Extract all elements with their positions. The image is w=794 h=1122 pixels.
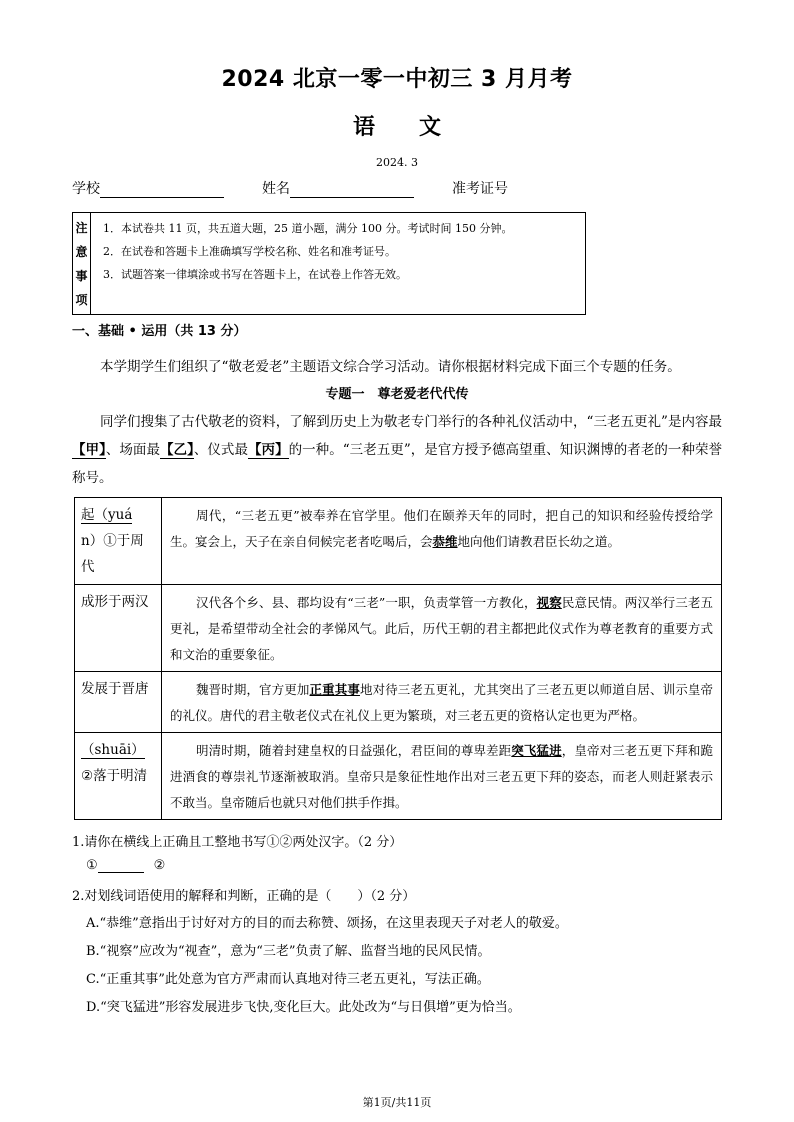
description-cell <box>162 585 722 672</box>
notice-item: 1．本试卷共 11 页，共五道大题，25 道小题，满分 100 分。考试时间 150 分钟。 <box>103 222 513 235</box>
exam-title: 2024 北京一零一中初三 3 月月考 <box>221 67 573 92</box>
topic-paragraph <box>72 408 722 492</box>
page-number: 第1页/共11页 <box>362 1096 432 1109</box>
section-intro: 本学期学生们组织了“敬老爱老”主题语文综合学习活动。请你根据材料完成下面三个专题的任务。 <box>100 359 681 375</box>
description-text: 民意民情。两汉举行三老五更礼，是希望带动全社会的孝悌风气。此后，历代王朝的君主都把此仪式作为尊老教育的重要方式和文治的重要象征。 <box>170 595 713 662</box>
stage-text: 发展于晋唐 <box>81 681 149 697</box>
notice-char: 项 <box>75 293 88 308</box>
exam-date: 2024. 3 <box>376 156 418 169</box>
subject-title: 语 文 <box>352 115 441 140</box>
table-row <box>75 672 722 733</box>
description-cell <box>162 498 722 585</box>
answer-label: ② <box>153 858 166 873</box>
topic-title: 专题一 尊老爱老代代传 <box>325 387 469 402</box>
notice-item: 3．试题答案一律填涂或书写在答题卡上，在试卷上作答无效。 <box>103 268 407 281</box>
description-text: 地对待三老五更礼，尤其突出了三老五更以师道自居、训示皇帝的礼仪。唐代的君主敬老仪式在礼仪上更为繁琐，对三老五更的资格认定也更为严格。 <box>170 682 713 723</box>
description-cell <box>162 672 722 733</box>
description-text: 汉代各个乡、县、郡均设有“三老”一职，负责掌管一方教化， <box>196 595 537 610</box>
stage-cell <box>75 733 162 820</box>
stage-text: 起（yuá <box>81 507 133 523</box>
table-row <box>75 733 722 820</box>
exam-no-label: 准考证号 <box>452 181 508 197</box>
blank-bing: 【丙】 <box>248 442 289 458</box>
notice-char: 意 <box>75 244 88 259</box>
description-text: 周代，“三老五更”被奉养在官学里。他们在颐养天年的同时，把自己的知识和经验传授给学生。宴会上，天子在亲自伺候完老者吃喝后，会 <box>170 508 713 549</box>
exam-no-field <box>452 178 508 198</box>
notice-box <box>72 212 586 315</box>
question-2: 2.对划线词语使用的解释和判断，正确的是（ ）（2 分） <box>72 889 416 904</box>
section-heading: 一、基础 • 运用（共 13 分） <box>72 324 247 339</box>
school-label: 学校 <box>72 181 100 197</box>
question-1-answers <box>86 858 165 873</box>
table-row <box>75 585 722 672</box>
description-text: 魏晋时期，官方更加 <box>196 682 310 697</box>
history-table <box>74 497 722 820</box>
name-blank[interactable] <box>290 183 414 198</box>
notice-char: 注 <box>75 220 88 235</box>
description-text: 地向他们请教君臣长幼之道。 <box>457 534 621 549</box>
blank-jia: 【甲】 <box>72 442 106 458</box>
option-c: C.“正重其事”此处意为官方严肃而认真地对待三老五更礼，写法正确。 <box>86 972 490 987</box>
description-text: 明清时期，随着封建皇权的日益强化，君臣间的尊卑差距 <box>196 743 512 758</box>
stage-cell <box>75 585 162 672</box>
description-text: ，皇帝对三老五更下拜和跪进酒食的尊崇礼节逐渐被取消。皇帝只是象征性地作出对三老五更下拜的姿态，而老人则赶紧表示不敢当。皇帝随后也就只对他们拱手作揖。 <box>170 743 713 810</box>
table-row <box>75 498 722 585</box>
option-d: D.“突飞猛进”形容发展进步飞快,变化巨大。此处改为“与日俱增”更为恰当。 <box>86 1000 521 1015</box>
underlined-word: 视察 <box>536 595 562 610</box>
underlined-word: 突飞猛进 <box>511 743 562 758</box>
blank-yi: 【乙】 <box>160 442 194 458</box>
description-cell <box>162 733 722 820</box>
notice-item: 2．在试卷和答题卡上准确填写学校名称、姓名和准考证号。 <box>103 245 396 258</box>
notice-items <box>91 213 585 314</box>
name-label: 姓名 <box>262 181 290 197</box>
question-1: 1.请你在横线上正确且工整地书写①②两处汉字。（2 分） <box>72 835 403 850</box>
school-blank[interactable] <box>100 183 224 198</box>
paragraph-text: 的一种。“三老五更”，是官方授予德高望重、知识渊博的者老的一种荣誉称号。 <box>72 442 723 486</box>
notice-label <box>73 213 91 314</box>
name-field <box>262 178 414 198</box>
stage-text: （shuāi） <box>81 742 145 758</box>
school-field <box>72 178 224 198</box>
stage-cell <box>75 672 162 733</box>
stage-text: n）①于周代 <box>81 533 144 575</box>
notice-char: 事 <box>75 269 88 284</box>
stage-text: ②落于明清 <box>81 768 148 784</box>
paragraph-text: 同学们搜集了古代敬老的资料，了解到历史上为敬老专门举行的各种礼仪活动中，“三老五更礼”是内容最 <box>100 414 722 430</box>
answer-blank-1[interactable] <box>98 858 144 873</box>
option-a: A.“恭维”意指出于讨好对方的目的而去称赞、颂扬，在这里表现天子对老人的敬爱。 <box>86 916 568 931</box>
underlined-word: 恭维 <box>432 534 458 549</box>
stage-cell <box>75 498 162 585</box>
paragraph-text: 、场面最 <box>105 442 160 458</box>
option-b: B.“视察”应改为“视查”，意为“三老”负责了解、监督当地的民风民情。 <box>86 944 491 959</box>
underlined-word: 正重其事 <box>309 682 360 697</box>
paragraph-text: 、仪式最 <box>193 442 248 458</box>
answer-label: ① <box>86 858 98 873</box>
stage-text: 成形于两汉 <box>81 594 149 610</box>
